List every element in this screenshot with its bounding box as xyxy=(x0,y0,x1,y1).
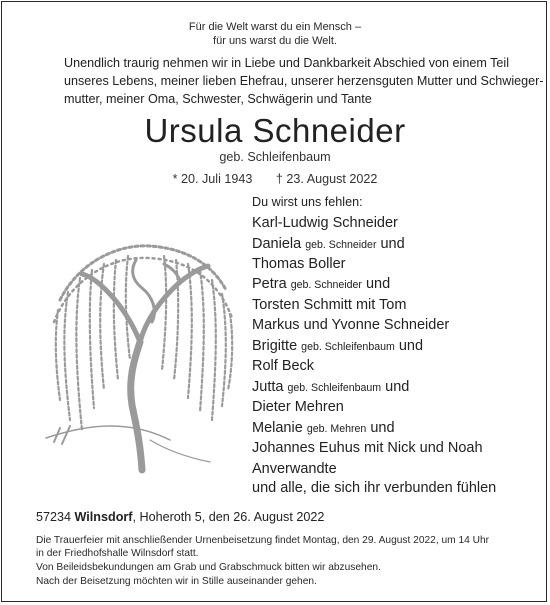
mourner-birth-name: geb. Schleifenbaum xyxy=(287,381,382,394)
mourner-6 xyxy=(252,378,512,418)
intro-text xyxy=(64,54,544,108)
mourner-conjunction: und xyxy=(361,276,391,293)
mourner-name: Brigitte xyxy=(252,337,302,354)
mourner-partner: Thomas Boller xyxy=(252,255,346,272)
motto-line-1: Für die Welt warst du ein Mensch – xyxy=(188,21,362,33)
mourner-2 xyxy=(252,235,512,275)
intro-line-1: Unendlich traurig nehmen wir in Liebe und Dankbarkeit Abschied von einem Teil xyxy=(64,56,510,70)
mourner-partner: Johannes Euhus mit Nick und Noah xyxy=(252,440,483,457)
notice-funeral-line-1: Die Trauerfeier mit anschließender Urnenbeisetzung findet Montag, den 29. August 2022, um 14 Uhr xyxy=(36,535,490,546)
mourner-8 xyxy=(252,460,512,499)
birth-name: geb. Schleifenbaum xyxy=(219,150,331,164)
intro-line-3: mutter, meiner Oma, Schwester, Schwägerin und Tante xyxy=(64,92,372,106)
zip-code: 57234 xyxy=(36,510,75,524)
mourner-partner: Rolf Beck xyxy=(252,358,315,375)
mourner-1 xyxy=(252,214,512,233)
birth-date: * 20. Juli 1943 xyxy=(172,172,253,186)
address-date: , Hoheroth 5, den 26. August 2022 xyxy=(132,510,325,524)
mourner-birth-name: geb. Schneider xyxy=(290,279,362,292)
mourner-conjunction: und xyxy=(366,419,395,436)
notice-burial: Nach der Beisetzung möchten wir in Stille auseinander gehen. xyxy=(36,576,317,587)
life-dates xyxy=(0,172,550,186)
mourner-others: und alle, die sich ihr verbunden fühlen xyxy=(252,479,497,496)
motto-line-2: für uns warst du die Welt. xyxy=(213,35,337,47)
notice-condolences: Von Beileidsbekundungen am Grab und Grabschmuck bitten wir abzusehen. xyxy=(36,562,381,573)
address-line xyxy=(36,510,324,524)
intro-line-2: unseres Lebens, meiner lieben Ehefrau, unserer herzensguten Mutter und Schwieger- xyxy=(64,74,544,88)
mourner-partner: Torsten Schmitt mit Tom xyxy=(252,296,407,313)
mourner-4 xyxy=(252,316,512,335)
mourner-conjunction: und xyxy=(381,378,410,395)
mourner-birth-name: geb. Mehren xyxy=(306,422,367,435)
mourner-relatives: Anverwandte xyxy=(252,460,337,477)
death-date: † 23. August 2022 xyxy=(275,172,378,186)
mourner-5 xyxy=(252,337,512,377)
mourners-heading: Du wirst uns fehlen: xyxy=(252,195,363,209)
mourner-name: Melanie xyxy=(252,419,307,436)
notice-funeral-line-2: in der Friedhofshalle Wilnsdorf statt. xyxy=(36,548,199,559)
mourner-name: Jutta xyxy=(252,378,288,395)
mourner-birth-name: geb. Schleifenbaum xyxy=(301,340,395,353)
mourner-name: Markus und Yvonne Schneider xyxy=(252,317,450,334)
mourners-list xyxy=(252,214,512,500)
mourner-birth-name: geb. Schneider xyxy=(305,238,377,251)
weeping-willow-icon xyxy=(40,230,240,480)
mourner-partner: Dieter Mehren xyxy=(252,399,344,416)
mourner-conjunction: und xyxy=(376,235,405,252)
deceased-name: Ursula Schneider xyxy=(144,112,406,149)
mourner-conjunction: und xyxy=(394,337,424,354)
mourner-name: Petra xyxy=(252,276,291,293)
mourner-3 xyxy=(252,275,512,315)
mourner-name: Daniela xyxy=(252,235,306,252)
mourner-7 xyxy=(252,419,512,459)
mourner-name: Karl-Ludwig Schneider xyxy=(252,215,398,231)
town-name: Wilnsdorf xyxy=(74,510,133,524)
